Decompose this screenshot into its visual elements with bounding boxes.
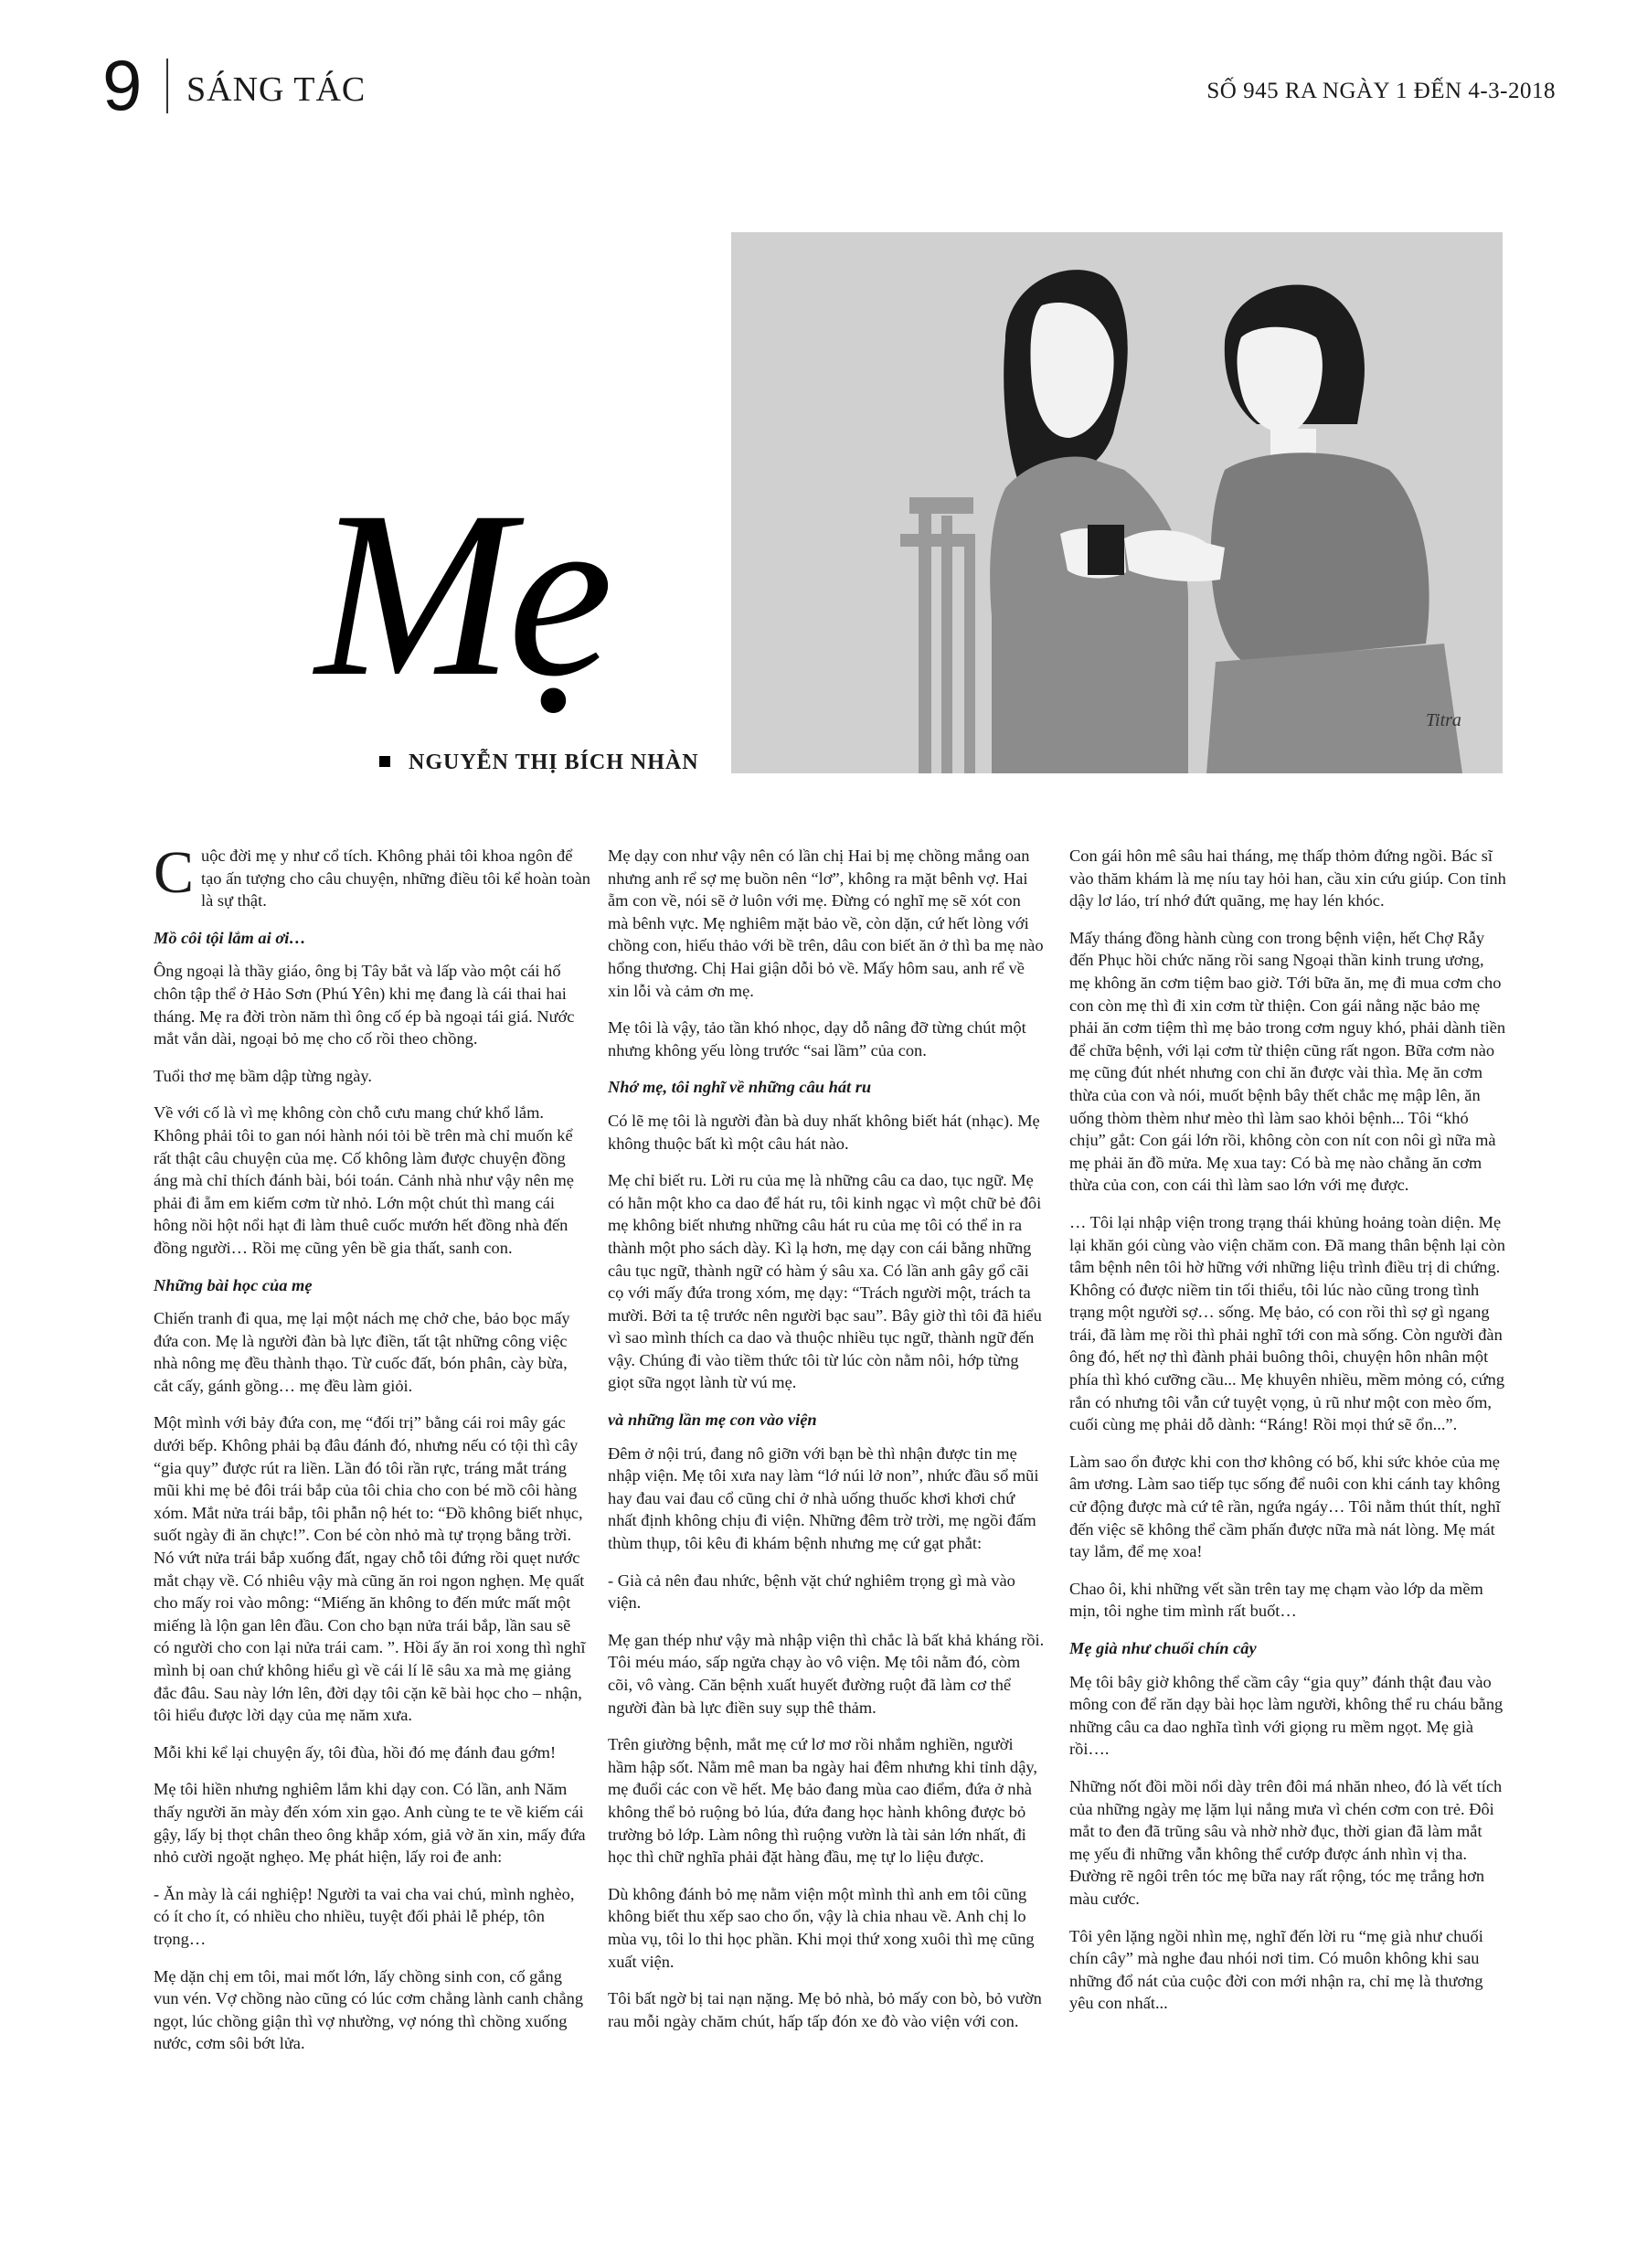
paragraph: Về với cố là vì mẹ không còn chỗ cưu mang chứ khổ lắm. Không phải tôi to gan nói hành nói tỏi bề trên mà chỉ muốn kể rất thật câu chuyện của mẹ. Cố không làm được chuyện đồng áng mà chỉ thích đánh bài, bói toán. Cảnh nhà như vậy nên mẹ phải đi ẵm em kiếm cơm từ nhỏ. Lớn một chút thì mang cái hông nồi hột nổi hạt đi làm thuê cuốc mướn hết đồng nhà đến đồng người… Rồi mẹ cũng yên bề gia thất, sanh con.	[154, 1103, 574, 1257]
paragraph: Mẹ dạy con như vậy nên có lần chị Hai bị mẹ chồng mắng oan nhưng anh rể sợ mẹ buồn nên “lơ”, không ra mặt bênh vợ. Hai ẵm con về, nói sẽ ở luôn với mẹ. Đừng có nghĩ mẹ sẽ xót con mà bênh vực. Mẹ nghiêm mặt bảo về, còn dặn, cứ hết lòng với chồng con, hiếu thảo với bề trên, dâu con biết ăn ở thì ba mẹ nào hổng thương. Chị Hai giận dỗi bỏ về. Mấy hôm sau, anh rể về xin lỗi và cảm ơn mẹ.	[608, 847, 1044, 1000]
subheading: và những lần mẹ con vào viện	[608, 1411, 817, 1430]
subheading: Những bài học của mẹ	[154, 1275, 313, 1294]
illustration-signature: Titra	[1426, 710, 1461, 730]
subheading: Mồ côi tội lắm ai ơi…	[154, 928, 306, 947]
page-header	[102, 44, 1556, 126]
paragraph: Những nốt đồi mồi nổi dày trên đôi má nhăn nheo, đó là vết tích của những ngày mẹ lặm lụi nắng mưa vì chén cơm con trẻ. Đôi mắt to đen đã trũng sâu và nhờ nhờ đục, thời gian đã làm mắt mẹ yếu đi những vẫn không thể cướp được ánh nhìn vị tha. Đường rẽ ngôi trên tóc mẹ bữa nay rất rộng, tóc mẹ trắng hơn màu cước.	[1069, 1776, 1503, 1908]
paragraph: Chiến tranh đi qua, mẹ lại một nách mẹ chở che, bảo bọc mấy đứa con. Mẹ là người đàn bà lực điền, tất tật những công việc nhà nông mẹ đều thành thạo. Từ cuốc đất, bón phân, cày bừa, cắt cấy, gánh gồng… mẹ đều làm giỏi.	[154, 1309, 570, 1395]
paragraph: Mẹ chỉ biết ru. Lời ru của mẹ là những câu ca dao, tục ngữ. Mẹ có hằn một kho ca dao để hát ru, tôi kinh ngạc vì một chữ bẻ đôi mẹ không biết nhưng những câu hát ru của mẹ tôi có thể in ra thành một pho sách dày. Kì lạ hơn, mẹ dạy con cái bằng những câu tục ngữ, thành ngữ có hàm ý sâu xa. Có lần anh gây gổ cãi cọ với mấy đứa trong xóm, mẹ dạy: “Trách người một, trách ta mười. Bởi ta tệ trước nên người bạc sau”. Bây giờ thì tôi đã hiểu vì sao mình thích ca dao và thuộc nhiều tục ngữ, thành ngữ đến vậy. Chúng đi vào tiềm thức tôi từ lúc còn nằm nôi, hớp từng giọt sữa ngọt lành từ vú mẹ.	[608, 1171, 1042, 1392]
drop-cap: C	[154, 839, 195, 906]
paragraph: Trên giường bệnh, mắt mẹ cứ lơ mơ rồi nhắm nghiền, người hầm hập sốt. Nằm mê man ba ngày hai đêm nhưng khi tỉnh dậy, mẹ đuổi các con về hết. Mẹ bảo đang mùa cao điểm, đứa ở nhà không thể bỏ ruộng bỏ lúa, đứa đang học hành không được bỏ trường bỏ lớp. Làm nông thì ruộng vườn là tài sản lớn nhất, đi học thì chữ nghĩa phải đặt hàng đầu, mẹ tự lo liệu được.	[608, 1735, 1037, 1867]
column-1	[154, 839, 590, 2070]
illustration	[731, 232, 1503, 773]
issue-info: SỐ 945 RA NGÀY 1 ĐẾN 4-3-2018	[1206, 79, 1556, 103]
paragraph: Mẹ tôi hiền nhưng nghiêm lắm khi dạy con. Có lần, anh Năm thấy người ăn mày đến xóm xin gạo. Anh cùng te te về kiếm cái gậy, lấy bị thọt chân theo ông khắp xóm, giả vờ ăn xin, mấy đứa nhỏ cười ngoặt nghẹo. Mẹ phát hiện, lấy roi đe anh:	[154, 1780, 586, 1867]
paragraph: Mấy tháng đồng hành cùng con trong bệnh viện, hết Chợ Rẫy đến Phục hồi chức năng rồi sang Ngoại thần kinh trung ương, mẹ không ăn cơm tiệm bao giờ. Tới bữa ăn, mẹ đi mua cơm cho con còn mẹ thì đi xin cơm từ thiện. Con gái nằng nặc bảo mẹ phải ăn cơm tiệm thì mẹ bảo trong cơm nguy khó, phải dành tiền để chữa bệnh, với lại cơm từ thiện cũng rất ngon. Bữa cơm nào mẹ cũng đút nhét nhưng con chỉ ăn được vài thìa. Mẹ ăn cơm thừa của con và nói, muốt bệnh bây thết chắc mẹ mập lên, ăn uống thòm thèm như mèo thì làm sao khỏi bệnh... Tôi “khó chịu” gắt: Con gái lớn rồi, không còn con nít con nôi gì nữa mà mẹ phải ăn đồ mửa. Mẹ xua tay: Có bà mẹ nào chẳng ăn cơm thừa của con, con cái thì làm sao lớn với mẹ được.	[1069, 928, 1506, 1195]
paragraph: - Ăn mày là cái nghiệp! Người ta vai cha vai chú, mình nghèo, có ít cho ít, có nhiều cho nhiều, tuyệt đối phải lễ phép, tôn trọng…	[154, 1884, 575, 1948]
illustration-two-women	[731, 232, 1503, 773]
paragraph: Mẹ gan thép như vậy mà nhập viện thì chắc là bất khả kháng rồi. Tôi méu máo, sấp ngửa chạy ào vô viện. Mẹ tôi nằm đó, còm cõi, vô vàng. Căn bệnh xuất huyết đường ruột đã làm cơ thể người đàn bà lực điền suy sụp thê thảm.	[608, 1630, 1045, 1717]
subheading: Mẹ già như chuối chín cây	[1069, 1639, 1257, 1657]
section-title: SÁNG TÁC	[186, 70, 367, 109]
paragraph: Có lẽ mẹ tôi là người đàn bà duy nhất không biết hát (nhạc). Mẹ không thuộc bất kì một câu hát nào.	[608, 1111, 1040, 1153]
paragraph: - Già cả nên đau nhức, bệnh vặt chứ nghiêm trọng gì mà vào viện.	[608, 1571, 1015, 1613]
article-title: Mẹ	[315, 463, 608, 726]
paragraph: Chao ôi, khi những vết sần trên tay mẹ chạm vào lớp da mềm mịn, tôi nghe tim mình rất buốt…	[1069, 1579, 1483, 1621]
author-line	[379, 748, 699, 777]
subheading: Nhớ mẹ, tôi nghĩ về những câu hát ru	[608, 1078, 872, 1097]
paragraph: Làm sao ổn được khi con thơ không có bố, khi sức khỏe của mẹ âm ương. Làm sao tiếp tục sống để nuôi con khi cánh tay không cử động được mà cứ tê rần, ngứa ngáy… Tôi nằm thút thít, nghĩ đến việc sẽ không thể cầm phấn được nữa mà nát lòng. Mẹ mát tay lắm, để mẹ xoa!	[1069, 1452, 1501, 1561]
column-2	[608, 845, 1045, 2047]
author-name: NGUYỄN THỊ BÍCH NHÀN	[409, 751, 699, 774]
paragraph: Cuộc đời mẹ y như cổ tích. Không phải tôi khoa ngôn để tạo ấn tượng cho câu chuyện, những điều tôi kể hoàn toàn là sự thật.	[154, 839, 590, 910]
bullet-square-icon	[379, 756, 390, 767]
header-divider	[166, 59, 168, 113]
paragraph: Mẹ tôi là vậy, tảo tần khó nhọc, dạy dỗ nâng đỡ từng chút một nhưng không yếu lòng trước “sai lầm” của con.	[608, 1018, 1026, 1059]
paragraph: … Tôi lại nhập viện trong trạng thái khủng hoảng toàn diện. Mẹ lại khăn gói cùng vào viện chăm con. Đã mang thân bệnh lại còn tâm bệnh nên tôi hờ hững với những liệu trình điều trị di chứng. Không có được niềm tin tối thiểu, tôi lúc nào cũng trong tình trạng một người sợ… sống. Mẹ bảo, có con rồi thì sợ gì ngang trái, đã làm mẹ rồi thì phải nghĩ tới con mà sống. Còn người đàn ông đó, hết nợ thì đành phải buông thôi, chuyện hôn nhân một phía thì khó cưỡng cầu... Mẹ khuyên nhiều, mềm mỏng có, cứng rắn có nhưng tôi vẫn cứ tuyệt vọng, ủ rũ như một con mèo ốm, cuối cùng mẹ phải dỗ dành: “Ráng! Rồi mọi thứ sẽ ổn...”.	[1069, 1212, 1505, 1434]
paragraph: Tôi bất ngờ bị tai nạn nặng. Mẹ bỏ nhà, bỏ mấy con bò, bỏ vườn rau mỗi ngày chăm chút, hấp tấp đón xe đò vào viện với con.	[608, 1989, 1042, 2030]
paragraph: Tôi yên lặng ngồi nhìn mẹ, nghĩ đến lời ru “mẹ già như chuối chín cây” mà nghe đau nhói nơi tim. Có muôn không khi sau những đổ nát của cuộc đời con mới nhận ra, chỉ mẹ là thương yêu con nhất...	[1069, 1926, 1483, 2013]
paragraph: Tuổi thơ mẹ bầm dập từng ngày.	[154, 1066, 373, 1085]
paragraph: Mẹ dặn chị em tôi, mai mốt lớn, lấy chồng sinh con, cố gắng vun vén. Vợ chồng nào cũng có lúc cơm chẳng lành canh chẳng ngọt, lúc chồng giận thì vợ nhường, vợ nóng thì chồng xuống nước, cơm sôi bớt lửa.	[154, 1966, 584, 2053]
column-3	[1069, 845, 1506, 2029]
paragraph: Con gái hôn mê sâu hai tháng, mẹ thấp thỏm đứng ngồi. Bác sĩ vào thăm khám là mẹ níu tay hỏi han, cầu xin cứu giúp. Con tỉnh dậy lơ láo, trí nhớ đứt quãng, mẹ hay lén khóc.	[1069, 847, 1506, 910]
page-number: 9	[102, 45, 143, 125]
paragraph: Dù không đánh bỏ mẹ nằm viện một mình thì anh em tôi cũng không biết thu xếp sao cho ổn, vậy là chia nhau về. Anh chị lo mùa vụ, tôi lo thi học phần. Khi mọi thứ xong xuôi thì mẹ cũng xuất viện.	[608, 1884, 1035, 1971]
paragraph: Một mình với bảy đứa con, mẹ “đối trị” bằng cái roi mây gác dưới bếp. Không phải bạ đâu đánh đó, nhưng nếu có tội thì cây “gia quy” được rút ra liền. Lần đó tôi rần rực, tráng mắt tráng mũi khi mẹ bẻ đôi trái bắp của tôi chia cho con bé mồ côi hàng xóm. Mắt nửa trái bắp, tôi phẫn nộ hét to: “Đồ không biết nhục, suốt ngày đi ăn chực!”. Con bé còn nhỏ mà tự trọng bằng trời. Nó vứt nửa trái bắp xuống đất, ngay chỗ tôi đứng rồi quẹt nước mắt chạy về. Có nhiêu vậy mà cũng ăn roi ngon nghẹn. Mẹ quất cho mấy roi vào mông: “Miếng ăn không to đến mức mất một miếng là lộn gan lên đầu. Con cho bạn nửa trái bắp, lần sau sẽ có người cho con lại nửa trái cam. ”. Hồi ấy ăn roi xong thì nghĩ mình bị oan chứ không hiểu gì về cái lí lẽ sâu xa mà mẹ giảng đắc đâu. Sau này lớn lên, đời dạy tôi cặn kẽ bài học cho – nhận, tôi hiểu được lời dạy của mẹ năm xưa.	[154, 1413, 586, 1725]
paragraph: Mẹ tôi bây giờ không thể cầm cây “gia quy” đánh thật đau vào mông con để răn dạy bài học làm người, không thể ru cháu bằng những câu ca dao nghĩa tình với giọng ru mềm ngọt. Mẹ già rồi….	[1069, 1672, 1504, 1759]
paragraph: Đêm ở nội trú, đang nô giỡn với bạn bè thì nhận được tin mẹ nhập viện. Mẹ tôi xưa nay làm “lớ núi lở non”, nhức đầu sổ mũi hay đau vai đau cổ cũng chỉ ở nhà uống thuốc khơi khơi chứ nhất định không chịu đi viện. Những đêm trờ trời, mẹ ngồi đấm thùm thụp, tôi kêu đi khám bệnh nhưng mẹ cứ gạt phắt:	[608, 1443, 1039, 1553]
paragraph: Mỗi khi kể lại chuyện ấy, tôi đùa, hồi đó mẹ đánh đau gớm!	[154, 1742, 557, 1762]
paragraph: Ông ngoại là thầy giáo, ông bị Tây bắt và lấp vào một cái hố chôn tập thể ở Hảo Sơn (Phú Yên) khi mẹ đang là cái thai hai tháng. Mẹ ra đời tròn năm thì ông cố ép bà ngoại tái giá. Nước mắt vắn dài, ngoại bỏ mẹ cho cố rồi theo chồng.	[154, 962, 575, 1049]
